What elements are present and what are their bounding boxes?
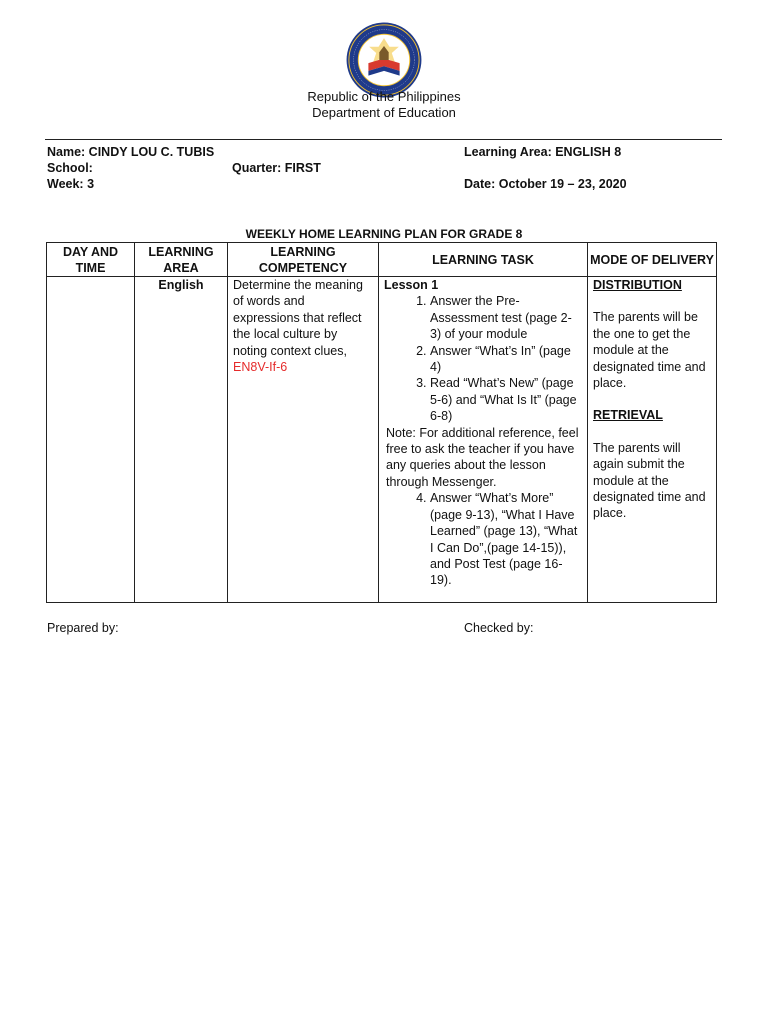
list-item: 4. Answer “What’s More” (page 9-13), “What I Have Learned” (page 13), “What I Can Do”,(page 14-15)), and Post Test (page 16-19). bbox=[430, 490, 582, 588]
distribution-text: The parents will be the one to get the module at the designated time and place. bbox=[593, 310, 706, 391]
task-list bbox=[384, 293, 582, 424]
retrieval-text: The parents will again submit the module at the designated time and place. bbox=[593, 440, 706, 521]
header-divider bbox=[45, 139, 722, 140]
competency-text: Determine the meaning of words and expressions that reflect the local culture by noting context clues, bbox=[233, 278, 363, 358]
column-header: LEARNING COMPETENCY bbox=[228, 243, 379, 277]
info-learning-area: Learning Area: ENGLISH 8 bbox=[464, 145, 622, 159]
task-note: Note: For additional reference, feel free to ask the teacher if you have any queries about the lesson through Messenger. bbox=[386, 425, 579, 489]
checked-by-label: Checked by: bbox=[464, 621, 534, 635]
table-header-row bbox=[47, 243, 717, 277]
column-header: LEARNING AREA bbox=[135, 243, 228, 277]
list-item: 2. Answer “What’s In” (page 4) bbox=[430, 343, 582, 376]
cell-day-time bbox=[47, 277, 135, 603]
prepared-by-label: Prepared by: bbox=[47, 621, 119, 635]
info-name: Name: CINDY LOU C. TUBIS bbox=[47, 145, 215, 159]
distribution-heading: DISTRIBUTION bbox=[593, 278, 682, 292]
info-week: Week: 3 bbox=[47, 177, 95, 191]
list-item: 1. Answer the Pre-Assessment test (page 2-3) of your module bbox=[430, 293, 582, 342]
lesson-heading: Lesson 1 bbox=[384, 278, 439, 292]
competency-code: EN8V-If-6 bbox=[233, 360, 288, 375]
plan-title: WEEKLY HOME LEARNING PLAN FOR GRADE 8 bbox=[245, 227, 523, 241]
learning-plan-table bbox=[46, 242, 717, 603]
column-header: DAY AND TIME bbox=[47, 243, 135, 277]
info-date: Date: October 19 – 23, 2020 bbox=[464, 177, 627, 191]
deped-seal-icon bbox=[345, 21, 423, 99]
info-quarter: Quarter: FIRST bbox=[232, 161, 321, 175]
list-item: 3. Read “What’s New” (page 5-6) and “What Is It” (page 6-8) bbox=[430, 375, 582, 424]
table-row bbox=[47, 277, 717, 603]
task-list-continued bbox=[384, 490, 582, 588]
header-republic: Republic of the Philippines bbox=[307, 89, 461, 104]
cell-learning-area: English bbox=[135, 277, 228, 603]
column-header: LEARNING TASK bbox=[379, 243, 588, 277]
cell-competency bbox=[228, 277, 379, 603]
column-header: MODE OF DELIVERY bbox=[588, 243, 717, 277]
retrieval-heading: RETRIEVAL bbox=[593, 408, 663, 423]
info-school: School: bbox=[47, 161, 93, 175]
header-department: Department of Education bbox=[312, 105, 456, 120]
cell-learning-task bbox=[379, 277, 588, 603]
cell-mode-of-delivery bbox=[588, 277, 717, 603]
